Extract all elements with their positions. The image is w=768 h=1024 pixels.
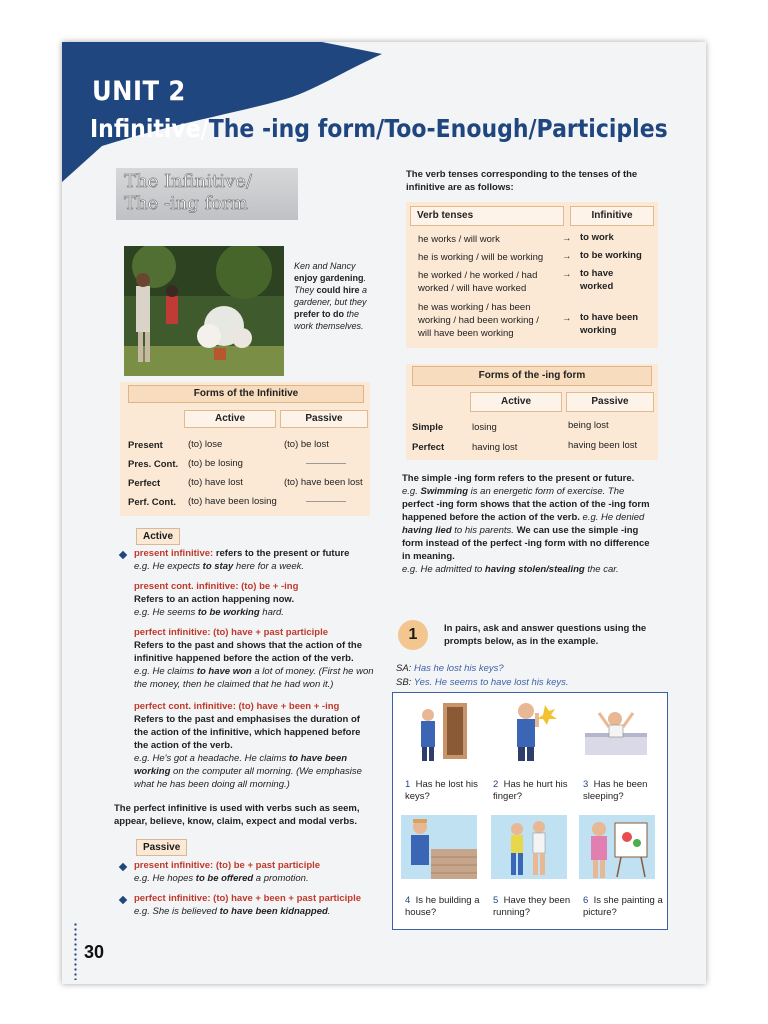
tense-row-3b: working / had been working /: [418, 315, 539, 326]
tenses-intro: The verb tenses corresponding to the tenses of the infinitive are as follows:: [406, 169, 638, 193]
passive-label: Passive: [136, 839, 187, 856]
example-bold: to have been kidnapped: [219, 906, 328, 917]
infinitive-col-passive: Passive: [280, 410, 368, 428]
example-sb: [396, 676, 666, 689]
header-banner: [62, 42, 382, 182]
text-line: e.g. He denied: [582, 512, 645, 523]
example: a promotion.: [253, 873, 309, 884]
rule-head: present infinitive: (to) be + past participle: [134, 860, 321, 871]
text-line: perfect -ing form shows that the action of the -ing form: [402, 499, 650, 510]
arrow-icon: →: [562, 313, 572, 324]
infinitive-row-0: to work: [580, 232, 614, 243]
speaker-label: SA:: [396, 663, 412, 674]
text-line: We can use the simple -ing: [513, 525, 639, 536]
picture-sleeping: [579, 699, 655, 763]
question-number: 6: [583, 895, 589, 906]
exercise-picture-grid: [392, 692, 668, 930]
infinitive-row-1: to be working: [580, 250, 642, 261]
tense-row-1: he is working / will be working: [418, 252, 544, 263]
title-lead: Infinitive/: [90, 114, 209, 143]
tense-row-2a: he worked / he worked / had: [418, 270, 538, 281]
tense-row-2b: worked / will have worked: [418, 283, 527, 294]
active-present-cont: [134, 580, 374, 619]
picture-hurt-finger: [491, 699, 567, 763]
text-bold: having lied: [402, 525, 452, 536]
section-label-line2: The -ing form: [124, 193, 248, 214]
example-bold: to be working: [197, 607, 260, 618]
gardening-photo: [124, 246, 284, 376]
question-number: 4: [405, 895, 411, 906]
example: on the computer all morning. (We emphasise what he has been doing all morning.): [134, 766, 362, 790]
ing-row-passive: being lost: [568, 420, 609, 431]
rule-head: present cont. infinitive: (to) be + -ing: [134, 581, 299, 592]
infinitive-row-label: Pres. Cont.: [128, 459, 179, 470]
rule-body: Refers to the past and shows that the action of the infinitive happened before the action of the verb.: [134, 640, 363, 664]
example: e.g. He seems: [134, 607, 198, 618]
question-item: [405, 895, 489, 919]
text-line: in meaning.: [402, 551, 455, 562]
question-number: 1: [405, 779, 411, 790]
text-line: happened before the action of the verb.: [402, 512, 583, 523]
example-sa: [396, 662, 666, 675]
speaker-text: Has he lost his keys?: [413, 663, 504, 674]
exercise-instruction: In pairs, ask and answer questions using the prompts below, as in the example.: [444, 623, 647, 647]
infinitive-forms-title: Forms of the Infinitive: [128, 385, 364, 403]
active-present: [134, 547, 374, 573]
section-label-line1: The Infinitive/: [124, 171, 252, 192]
infinitive-row-label: Present: [128, 440, 163, 451]
example: a lot of money. (First he won the money, then he claimed that he had won it.): [134, 666, 374, 690]
question-text: Has he hurt his finger?: [493, 779, 568, 802]
picture-building-house: [401, 815, 477, 879]
example: .: [327, 906, 331, 917]
arrow-icon: →: [562, 269, 572, 280]
rule-head: perfect infinitive: (to) have + been + past participle: [134, 893, 361, 904]
section-label: [116, 168, 298, 220]
question-text: Has he been sleeping?: [583, 779, 648, 802]
infinitive-row-3b: working: [580, 325, 617, 336]
perfect-infinitive-note: The perfect infinitive is used with verbs such as seem, appear, believe, know, claim, expect and modal verbs.: [114, 803, 360, 827]
example: e.g. He's got a headache. He claims: [134, 753, 289, 764]
passive-perfect: [134, 892, 374, 918]
text-line: form instead of the perfect -ing form with no difference: [402, 538, 650, 549]
tenses-col-infinitive: Infinitive: [570, 206, 654, 226]
rule-body: Refers to an action happening now.: [134, 594, 295, 605]
picture-painting: [579, 815, 655, 879]
unit-title: UNIT 2: [92, 76, 186, 107]
ing-col-passive: Passive: [566, 392, 654, 412]
question-text: Has he lost his keys?: [405, 779, 478, 802]
example: e.g. He hopes: [134, 873, 196, 884]
example-bold: to be offered: [195, 873, 254, 884]
example: e.g. He expects: [134, 561, 203, 572]
ing-explanation: [402, 472, 664, 576]
active-label: Active: [136, 528, 180, 545]
table-dash: [306, 501, 346, 502]
infinitive-row-passive: (to) have been lost: [284, 477, 363, 488]
question-item: [405, 779, 485, 803]
text-line: The simple -ing form refers to the present or future.: [402, 473, 635, 484]
infinitive-col-active: Active: [184, 410, 276, 428]
passive-present: [134, 859, 374, 885]
example: e.g. She is believed: [134, 906, 220, 917]
picture-running: [491, 815, 567, 879]
example-bold: to have been working: [134, 753, 348, 777]
page-title: [90, 114, 668, 143]
ing-row-passive: having been lost: [568, 440, 638, 451]
infinitive-row-active: (to) have lost: [188, 477, 243, 488]
active-perfect: [134, 626, 374, 691]
arrow-icon: →: [562, 251, 572, 262]
rule-head: perfect cont. infinitive: (to) have + been + -ing: [134, 701, 340, 712]
ing-row-label: Simple: [412, 422, 444, 433]
question-item: [583, 779, 663, 803]
question-item: [493, 895, 579, 919]
tense-row-3c: will have been working: [418, 328, 514, 339]
infinitive-row-passive: (to) be lost: [284, 439, 329, 450]
textbook-page: [62, 42, 706, 984]
caption-bold: enjoy gardening: [294, 273, 364, 283]
infinitive-row-label: Perf. Cont.: [128, 497, 177, 508]
tense-row-0: he works / will work: [418, 234, 500, 245]
infinitive-row-label: Perfect: [128, 478, 161, 489]
infinitive-row-2a: to have: [580, 268, 614, 279]
caption-bold: could hire: [316, 285, 360, 295]
example-bold: to stay: [202, 561, 234, 572]
text-line: to his parents.: [451, 525, 514, 536]
text-line: is an energetic form of exercise. The: [468, 486, 625, 497]
photo-caption: [294, 260, 378, 332]
caption-part: the work themselves.: [294, 309, 364, 331]
ing-row-label: Perfect: [412, 442, 445, 453]
ing-col-active: Active: [470, 392, 562, 412]
speaker-text: Yes. He seems to have lost his keys.: [413, 677, 569, 688]
infinitive-row-active: (to) have been losing: [188, 496, 277, 507]
example: here for a week.: [233, 561, 305, 572]
question-number: 5: [493, 895, 499, 906]
arrow-icon: →: [562, 233, 572, 244]
tenses-col-verb: Verb tenses: [410, 206, 564, 226]
bullet-icon: [119, 863, 127, 871]
text-line: e.g.: [402, 486, 421, 497]
ing-row-active: losing: [472, 422, 497, 433]
title-rest: The -ing form/Too-Enough/Participles: [208, 114, 668, 143]
active-perfect-cont: [134, 700, 374, 791]
tense-row-3a: he was working / has been: [418, 302, 531, 313]
question-text: Have they been running?: [493, 895, 571, 918]
question-item: [583, 895, 665, 919]
rule-head: perfect infinitive: (to) have + past participle: [134, 627, 328, 638]
picture-lost-keys: [405, 699, 481, 763]
speaker-label: SB:: [396, 677, 412, 688]
ing-row-active: having lost: [472, 442, 518, 453]
example-bold: to have won: [196, 666, 252, 677]
text-line: the car.: [584, 564, 619, 575]
caption-part: a gardener, but they: [294, 285, 368, 307]
rule-body: refers to the present or future: [213, 548, 350, 559]
text-bold: Swimming: [420, 486, 469, 497]
infinitive-row-3a: to have been: [580, 312, 639, 323]
example: e.g. He claims: [134, 666, 197, 677]
page-number: 30: [84, 942, 105, 962]
text-line: e.g. He admitted to: [402, 564, 485, 575]
rule-head: present infinitive:: [134, 548, 214, 559]
example: hard.: [259, 607, 284, 618]
question-number: 3: [583, 779, 589, 790]
text-bold: having stolen/stealing: [484, 564, 585, 575]
question-item: [493, 779, 577, 803]
caption-bold: prefer to do: [294, 309, 345, 319]
caption-part: . They: [294, 273, 367, 295]
infinitive-row-2b: worked: [580, 281, 614, 292]
table-dash: [306, 463, 346, 464]
rule-body: Refers to the past and emphasises the duration of the action of the infinitive, which happened before the action of the verb.: [134, 714, 361, 751]
bullet-icon: [119, 551, 127, 559]
exercise-number-badge: 1: [398, 620, 428, 650]
page-number-dots: [74, 922, 77, 980]
caption-part: Ken and Nancy: [294, 261, 356, 271]
infinitive-row-active: (to) be losing: [188, 458, 243, 469]
question-number: 2: [493, 779, 499, 790]
infinitive-row-active: (to) lose: [188, 439, 223, 450]
question-text: Is he building a house?: [405, 895, 480, 918]
bullet-icon: [119, 896, 127, 904]
question-text: Is she painting a picture?: [583, 895, 663, 918]
ing-forms-title: Forms of the -ing form: [412, 366, 652, 386]
